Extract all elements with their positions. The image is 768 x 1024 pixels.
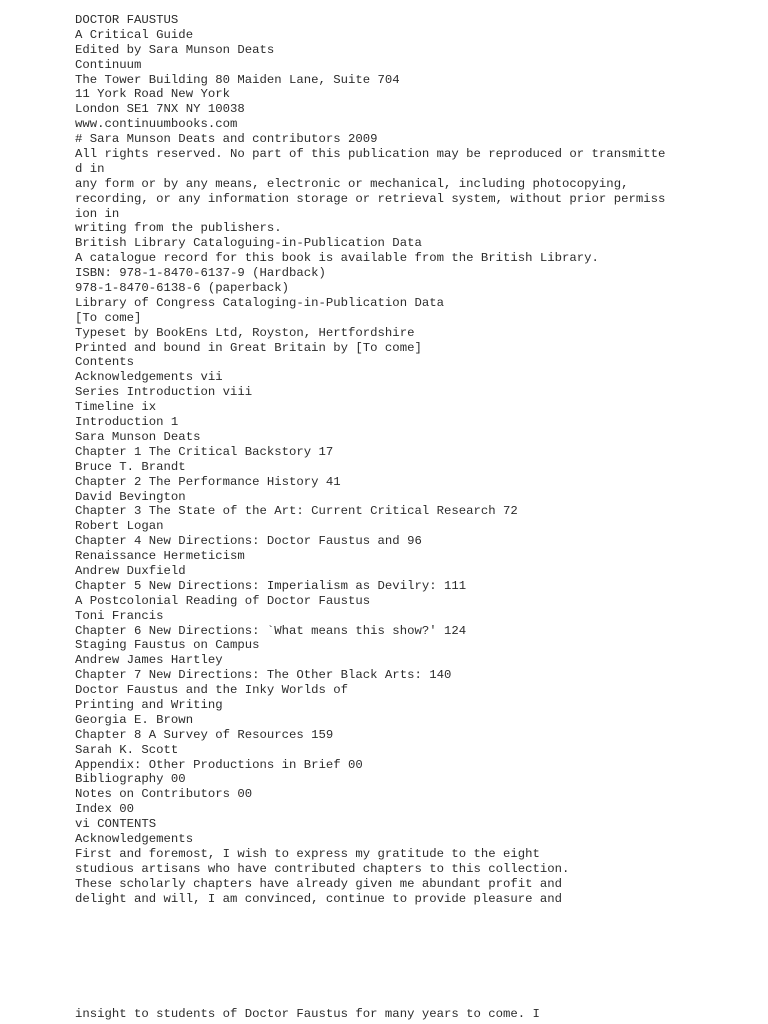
text-line: Appendix: Other Productions in Brief 00 xyxy=(75,757,363,772)
text-line: DOCTOR FAUSTUS xyxy=(75,13,179,27)
text-line: Toni Francis xyxy=(75,608,164,623)
text-line: Series Introduction viii xyxy=(75,385,253,400)
text-line: delight and will, I am convinced, continue to provide pleasure and xyxy=(75,891,563,906)
text-line: Edited by Sara Munson Deats xyxy=(75,42,275,57)
text-line: Printed and bound in Great Britain by [To come] xyxy=(75,340,422,355)
text-line: Georgia E. Brown xyxy=(75,712,194,727)
document-text xyxy=(75,13,665,906)
text-line: Andrew James Hartley xyxy=(75,653,223,668)
text-line: any form or by any means, electronic or mechanical, including photocopying, xyxy=(75,176,629,191)
text-line: These scholarly chapters have already given me abundant profit and xyxy=(75,876,563,891)
text-line: Sara Munson Deats xyxy=(75,429,201,444)
text-line: David Bevington xyxy=(75,489,186,504)
text-line: Chapter 7 New Directions: The Other Black Arts: 140 xyxy=(75,668,452,683)
text-line: Chapter 5 New Directions: Imperialism as Devilry: 111 xyxy=(75,578,467,593)
text-line: Renaissance Hermeticism xyxy=(75,549,245,564)
text-line: [To come] xyxy=(75,310,142,325)
text-line: First and foremost, I wish to express my gratitude to the eight xyxy=(75,846,540,861)
text-line: Chapter 1 The Critical Backstory 17 xyxy=(75,444,334,459)
text-line: writing from the publishers. xyxy=(75,221,282,236)
text-line: studious artisans who have contributed chapters to this collection. xyxy=(75,861,570,876)
text-line: London SE1 7NX NY 10038 xyxy=(75,102,245,117)
text-line: Acknowledgements vii xyxy=(75,370,223,385)
tail-text-line: insight to students of Doctor Faustus for many years to come. I xyxy=(75,1007,540,1021)
text-line: A Postcolonial Reading of Doctor Faustus xyxy=(75,593,371,608)
text-line: Doctor Faustus and the Inky Worlds of xyxy=(75,683,349,698)
text-line: Bruce T. Brandt xyxy=(75,459,186,474)
text-line: The Tower Building 80 Maiden Lane, Suite 704 xyxy=(75,72,400,87)
text-line: ISBN: 978-1-8470-6137-9 (Hardback) xyxy=(75,266,326,281)
text-line: Library of Congress Cataloging-in-Publication Data xyxy=(75,295,444,310)
text-line: 11 York Road New York xyxy=(75,87,230,102)
text-line: Bibliography 00 xyxy=(75,772,186,787)
text-line: Printing and Writing xyxy=(75,697,223,712)
text-line: Andrew Duxfield xyxy=(75,563,186,578)
text-line: Introduction 1 xyxy=(75,415,179,430)
text-line: Continuum xyxy=(75,57,142,72)
text-line: Chapter 6 New Directions: `What means this show?' 124 xyxy=(75,623,467,638)
text-line: Notes on Contributors 00 xyxy=(75,787,253,802)
text-line: British Library Cataloguing-in-Publication Data xyxy=(75,236,422,251)
text-line: ion in xyxy=(75,206,120,221)
text-line: Sarah K. Scott xyxy=(75,742,179,757)
document-text-continued xyxy=(75,1007,540,1022)
text-line: Timeline ix xyxy=(75,400,157,415)
text-line: vi CONTENTS xyxy=(75,817,157,832)
text-line: recording, or any information storage or retrieval system, without prior permiss xyxy=(75,191,666,206)
text-line: 978-1-8470-6138-6 (paperback) xyxy=(75,281,290,296)
text-line: d in xyxy=(75,161,105,176)
text-line: Typeset by BookEns Ltd, Royston, Hertfordshire xyxy=(75,325,415,340)
text-line: www.continuumbooks.com xyxy=(75,117,238,132)
text-line: Contents xyxy=(75,355,135,370)
text-line: Chapter 4 New Directions: Doctor Faustus and 96 xyxy=(75,534,422,549)
text-line: Chapter 3 The State of the Art: Current Critical Research 72 xyxy=(75,504,518,519)
text-line: A catalogue record for this book is available from the British Library. xyxy=(75,251,599,266)
text-line: Chapter 2 The Performance History 41 xyxy=(75,474,341,489)
text-line: Acknowledgements xyxy=(75,831,194,846)
text-line: Robert Logan xyxy=(75,519,164,534)
text-line: Index 00 xyxy=(75,802,135,817)
text-line: A Critical Guide xyxy=(75,27,194,42)
text-line: Staging Faustus on Campus xyxy=(75,638,260,653)
text-line: All rights reserved. No part of this publication may be reproduced or transmitte xyxy=(75,147,666,162)
text-line: # Sara Munson Deats and contributors 2009 xyxy=(75,132,378,147)
text-line: Chapter 8 A Survey of Resources 159 xyxy=(75,727,334,742)
